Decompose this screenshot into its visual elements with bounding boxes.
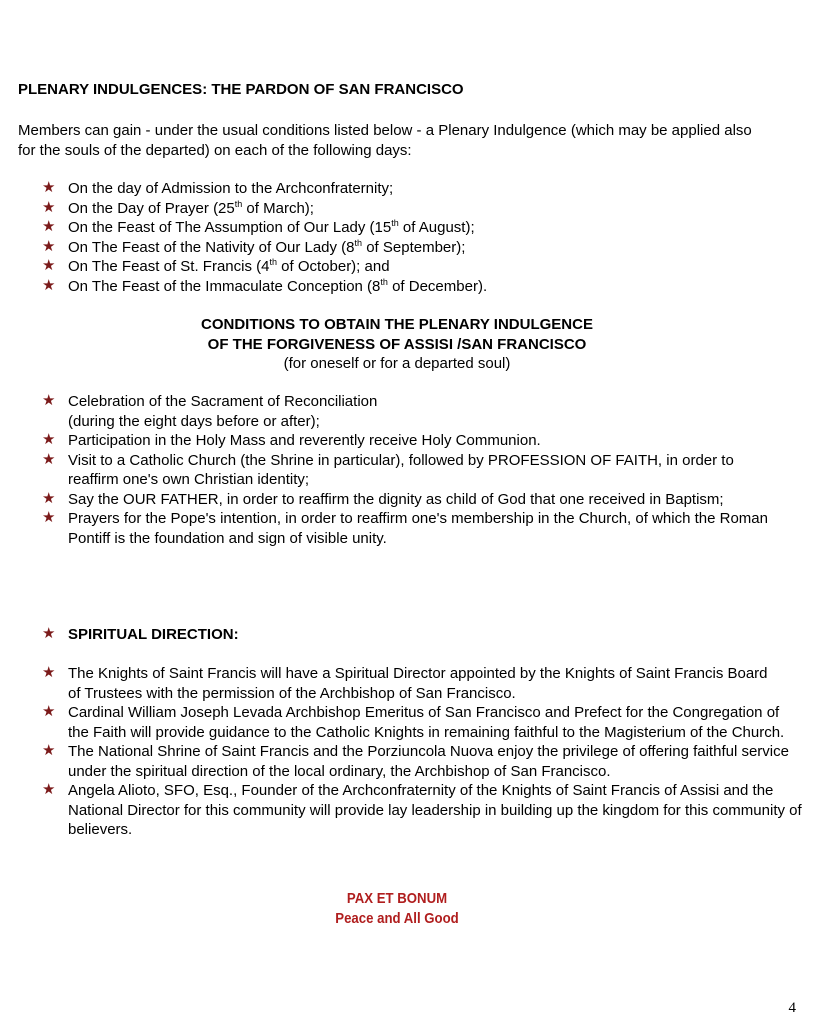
direction-heading-list: [42, 625, 792, 645]
list-item: ★ Participation in the Holy Mass and reverently receive Holy Communion.: [42, 431, 541, 449]
star-bullet-icon: ★: [42, 218, 56, 235]
list-item: ★ On the day of Admission to the Archconfraternity;: [42, 179, 394, 197]
list-item: ★ On the Day of Prayer (25th of March);: [42, 198, 314, 217]
list-item: ★ On The Feast of the Nativity of Our Lady (8th of September);: [42, 237, 466, 256]
list-item: ★ Visit to a Catholic Church (the Shrine in particular), followed by PROFESSION OF FAITH, in order to reaffirm one's own Christian identity;: [42, 450, 734, 488]
star-bullet-icon: ★: [42, 450, 56, 468]
conditions-list: [42, 392, 772, 548]
list-item: ★ Prayers for the Pope's intention, in order to reaffirm one's membership in the Church, of which the Roman Pontiff is the foundation and sign of visible unity.: [42, 509, 768, 547]
page-heading: PLENARY INDULGENCES: THE PARDON OF SAN FRANCISCO: [18, 81, 464, 98]
star-bullet-icon: ★: [42, 625, 56, 642]
list-item: ★ Say the OUR FATHER, in order to reaffirm the dignity as child of God that one received in Baptism;: [42, 489, 724, 508]
list-item: ★ SPIRITUAL DIRECTION:: [42, 625, 239, 643]
days-list: [42, 179, 792, 296]
list-item: ★ The Knights of Saint Francis will have a Spiritual Director appointed by the Knights of Saint Francis Board of Trustees with the permission of the Archbishop of San Francisco.: [42, 664, 768, 702]
star-bullet-icon: ★: [42, 431, 56, 448]
star-bullet-icon: ★: [42, 742, 56, 759]
star-bullet-icon: ★: [42, 179, 56, 196]
list-item: ★ Angela Alioto, SFO, Esq., Founder of the Archconfraternity of the Knights of Saint Francis of Assisi and the National Director for this community will provide lay leadership in building up the kingdom for this community of believers.: [42, 781, 802, 838]
star-bullet-icon: ★: [42, 276, 56, 294]
list-item: ★ On the Feast of The Assumption of Our Lady (15th of August);: [42, 218, 475, 236]
page-number: 4: [788, 1000, 796, 1016]
intro-paragraph: Members can gain - under the usual conditions listed below - a Plenary Indulgence (which may be applied also for the souls of the departed) on each of the following days:: [18, 122, 752, 159]
star-bullet-icon: ★: [42, 198, 56, 216]
direction-list: [42, 664, 802, 840]
star-bullet-icon: ★: [42, 392, 56, 409]
star-bullet-icon: ★: [42, 489, 56, 507]
conditions-heading: CONDITIONS TO OBTAIN THE PLENARY INDULGENCE OF THE FORGIVENESS OF ASSISI /SAN FRANCISCO (for oneself or for a departed soul): [201, 316, 593, 372]
star-bullet-icon: ★: [42, 509, 56, 526]
star-bullet-icon: ★: [42, 703, 56, 720]
star-bullet-icon: ★: [42, 781, 56, 798]
closing-english: Peace and All Good: [335, 910, 459, 927]
list-item: ★ Celebration of the Sacrament of Reconciliation (during the eight days before or after);: [42, 392, 378, 430]
list-item: ★ Cardinal William Joseph Levada Archbishop Emeritus of San Francisco and Prefect for the Congregation of the Faith will provide guidance to the Catholic Knights in remaining faithful to the Magisterium of the Church.: [42, 703, 785, 741]
star-bullet-icon: ★: [42, 664, 56, 681]
list-item: ★ The National Shrine of Saint Francis and the Porziuncola Nuova enjoy the privilege of offering faithful service under the spiritual direction of the local ordinary, the Archbishop of San Francisco.: [42, 742, 789, 780]
list-item: ★ On The Feast of St. Francis (4th of October); and: [42, 257, 390, 275]
star-bullet-icon: ★: [42, 257, 56, 274]
star-bullet-icon: ★: [42, 237, 56, 255]
closing-latin: PAX ET BONUM: [346, 890, 448, 907]
list-item: ★ On The Feast of the Immaculate Conception (8th of December).: [42, 276, 488, 295]
